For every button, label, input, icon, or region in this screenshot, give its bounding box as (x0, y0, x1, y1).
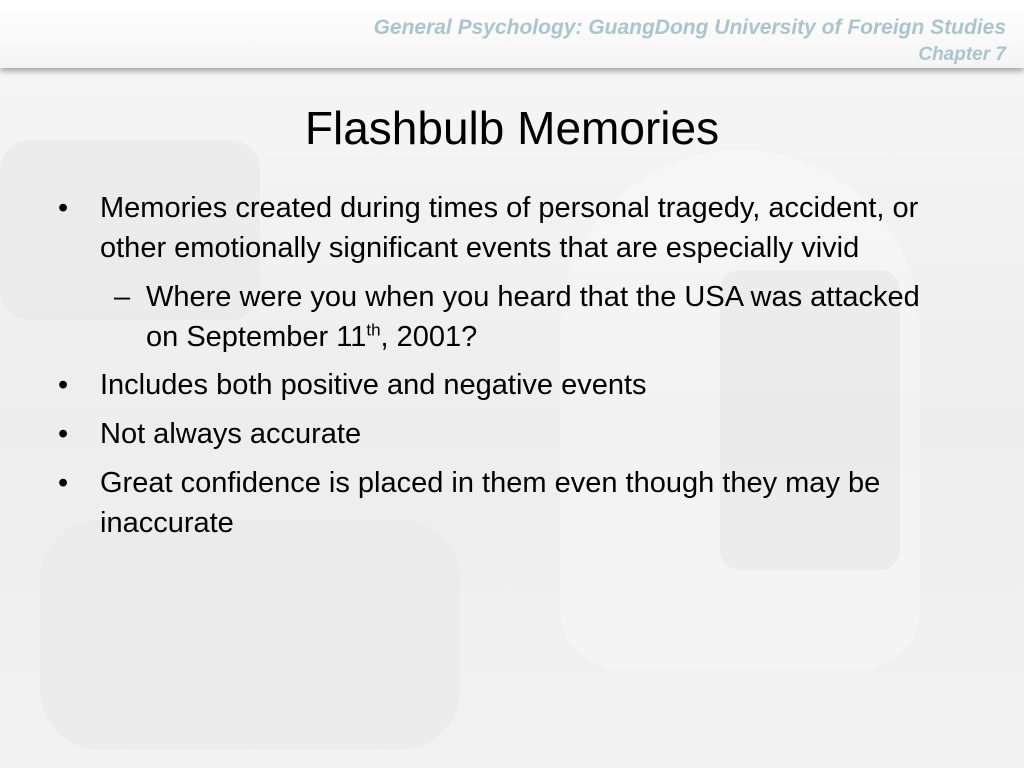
course-title: General Psychology: GuangDong University of Foreign Studies (373, 16, 1006, 39)
bullet-text: Not always accurate (100, 418, 362, 450)
header-band (0, 0, 1024, 68)
header-text (374, 14, 1006, 68)
sub-bullet-text: Where were you when you heard that the USA was attacked on September 11 (146, 281, 920, 353)
sub-bullet-item (58, 277, 958, 357)
bullet-mark: • (58, 192, 69, 224)
sub-bullet-text-end: , 2001? (380, 321, 478, 353)
dash-mark: – (114, 281, 131, 313)
bullet-text: Memories created during times of personal tragedy, accident, or other emotionally significant events that are especially vivid (100, 192, 919, 264)
bullet-list (58, 188, 958, 552)
bullet-mark: • (58, 467, 69, 499)
bullet-item (58, 414, 958, 454)
bullet-item (58, 188, 958, 268)
chapter-label: Chapter 7 (918, 44, 1006, 65)
ordinal-suffix: th (366, 320, 381, 340)
bullet-mark: • (58, 418, 69, 450)
background-shape (40, 520, 460, 750)
bullet-text: Includes both positive and negative events (100, 369, 647, 401)
bullet-item (58, 463, 958, 543)
slide-title: Flashbulb Memories (304, 102, 720, 154)
bullet-mark: • (58, 369, 69, 401)
bullet-text: Great confidence is placed in them even though they may be inaccurate (100, 467, 881, 539)
bullet-item (58, 365, 958, 405)
